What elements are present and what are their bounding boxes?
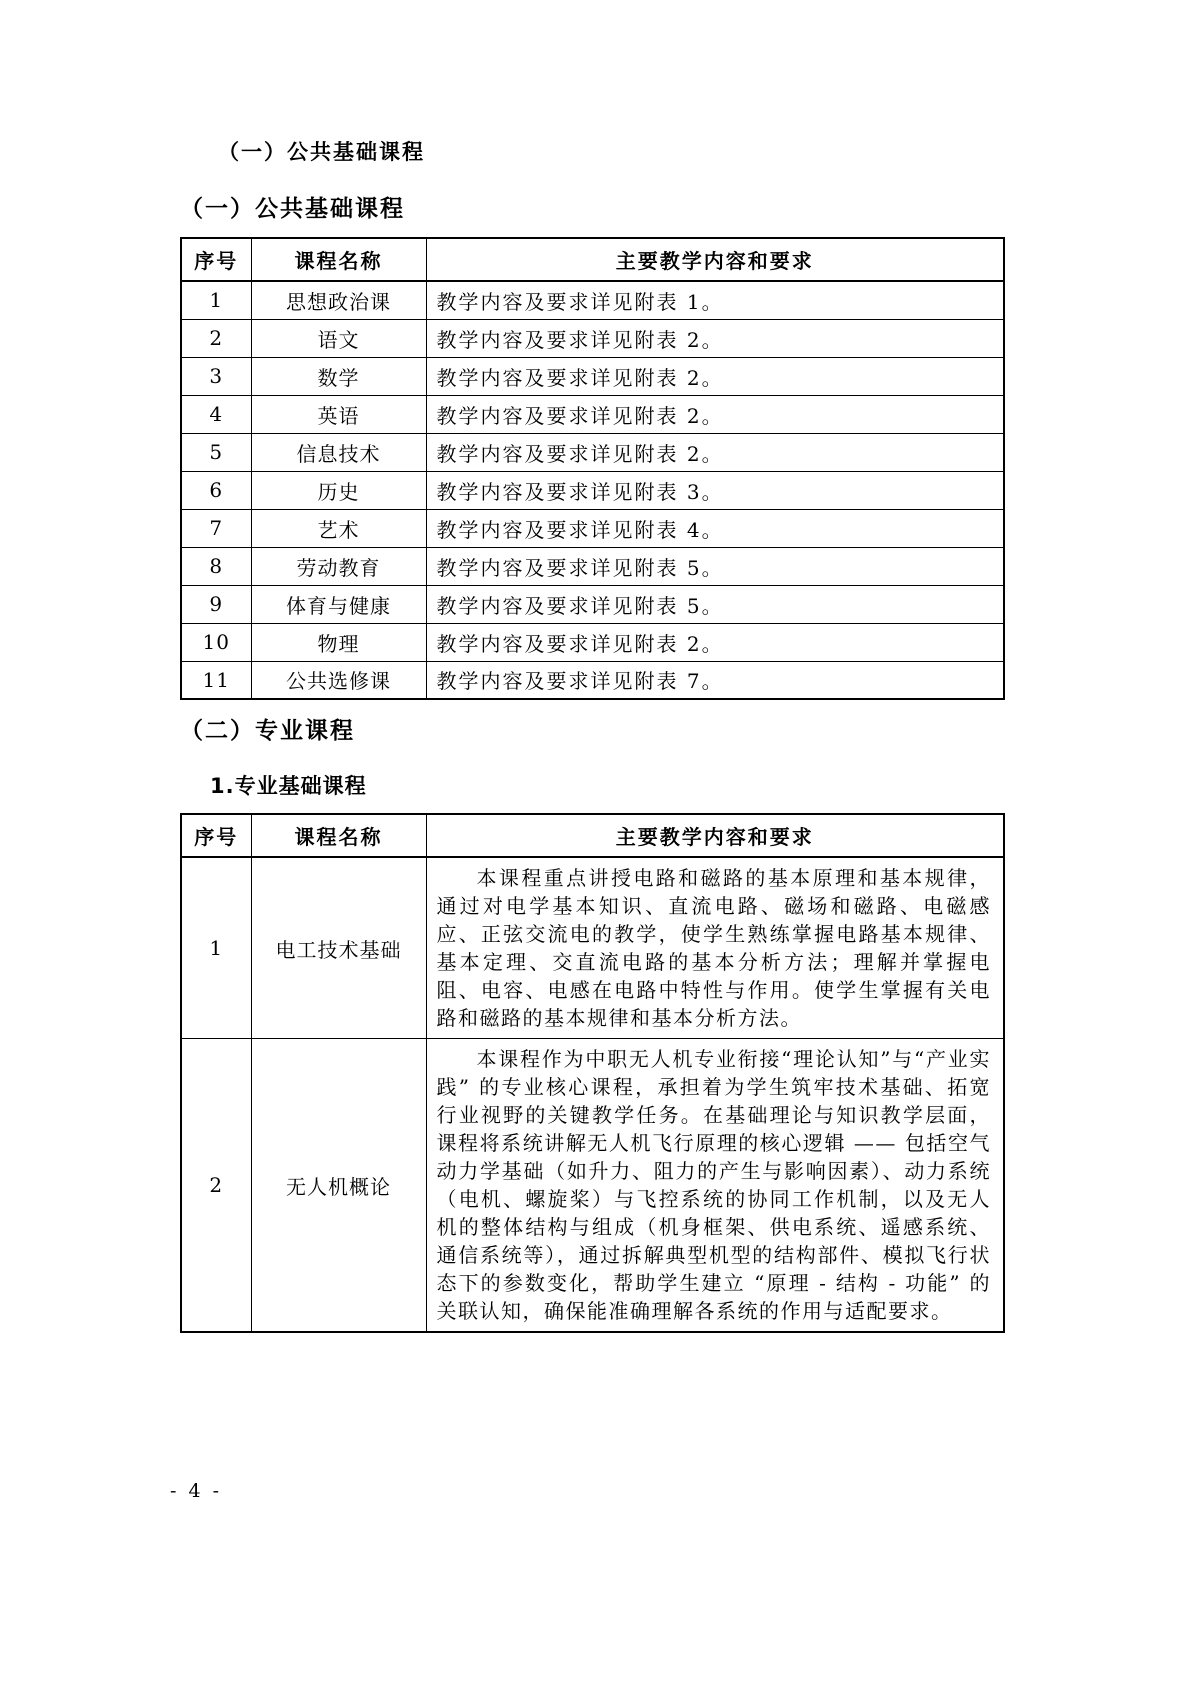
course-name: 无人机概论: [251, 1039, 426, 1333]
course-name: 体育与健康: [251, 585, 426, 623]
professional-basic-courses-table: [180, 813, 1005, 1333]
course-name: 物理: [251, 623, 426, 661]
course-name: 英语: [251, 395, 426, 433]
course-name: 电工技术基础: [251, 857, 426, 1039]
course-name: 艺术: [251, 509, 426, 547]
row-number: 2: [181, 1039, 251, 1333]
table-row: [181, 623, 1004, 661]
table-row: [181, 395, 1004, 433]
course-content: 教学内容及要求详见附表 5。: [426, 547, 1004, 585]
table-header-row: [181, 238, 1004, 281]
table-row: [181, 433, 1004, 471]
public-basic-courses-table: [180, 237, 1005, 700]
course-name: 劳动教育: [251, 547, 426, 585]
header-content: 主要教学内容和要求: [426, 814, 1004, 857]
table-row: [181, 857, 1004, 1039]
row-number: 4: [181, 395, 251, 433]
table-header-row: [181, 814, 1004, 857]
heading-public-basic-courses-small: （一）公共基础课程: [218, 140, 425, 164]
heading-professional-courses: （二）专业课程: [180, 718, 355, 744]
row-number: 10: [181, 623, 251, 661]
course-content: 教学内容及要求详见附表 2。: [426, 623, 1004, 661]
header-no: 序号: [181, 238, 251, 281]
row-number: 1: [181, 281, 251, 319]
course-content: 教学内容及要求详见附表 1。: [426, 281, 1004, 319]
table-row: [181, 509, 1004, 547]
table-row: [181, 547, 1004, 585]
course-content: 教学内容及要求详见附表 2。: [426, 319, 1004, 357]
table-row: [181, 357, 1004, 395]
row-number: 9: [181, 585, 251, 623]
heading-public-basic-courses: （一）公共基础课程: [180, 196, 405, 222]
table-row: [181, 1039, 1004, 1333]
course-name: 数学: [251, 357, 426, 395]
course-content: 教学内容及要求详见附表 2。: [426, 433, 1004, 471]
page-number: - 4 -: [170, 1480, 223, 1502]
course-content: 教学内容及要求详见附表 5。: [426, 585, 1004, 623]
course-content: 教学内容及要求详见附表 4。: [426, 509, 1004, 547]
course-content: 教学内容及要求详见附表 2。: [426, 395, 1004, 433]
course-name: 语文: [251, 319, 426, 357]
table-row: [181, 319, 1004, 357]
row-number: 1: [181, 857, 251, 1039]
course-description-paragraph: 本课程作为中职无人机专业衔接“理论认知”与“产业实践” 的专业核心课程，承担着为学生筑牢技术基础、拓宽行业视野的关键教学任务。在基础理论与知识教学层面，课程将系统讲解无人机飞行原理的核心逻辑 —— 包括空气动力学基础（如升力、阻力的产生与影响因素）、动力系统（电机、螺旋桨）与飞控系统的协同工作机制，以及无人机的整体结构与组成（机身框架、供电系统、遥感系统、通信系统等），通过拆解典型机型的结构部件、模拟飞行状态下的参数变化，帮助学生建立 “原理 - 结构 - 功能” 的关联认知，确保能准确理解各系统的作用与适配要求。: [436, 1047, 991, 1323]
row-number: 6: [181, 471, 251, 509]
table-row: [181, 471, 1004, 509]
document-content: [180, 138, 1003, 1333]
row-number: 8: [181, 547, 251, 585]
course-content: [426, 857, 1004, 1039]
course-content: 教学内容及要求详见附表 2。: [426, 357, 1004, 395]
header-content: 主要教学内容和要求: [426, 238, 1004, 281]
header-course-name: 课程名称: [251, 238, 426, 281]
course-description-paragraph: 本课程重点讲授电路和磁路的基本原理和基本规律，通过对电学基本知识、直流电路、磁场和磁路、电磁感应、正弦交流电的教学，使学生熟练掌握电路基本规律、基本定理、交直流电路的基本分析方法；理解并掌握电阻、电容、电感在电路中特性与作用。使学生掌握有关电路和磁路的基本规律和基本分析方法。: [436, 866, 991, 1030]
heading-professional-basic-courses: 1.专业基础课程: [210, 774, 367, 798]
row-number: 5: [181, 433, 251, 471]
row-number: 11: [181, 661, 251, 699]
course-name: 信息技术: [251, 433, 426, 471]
header-course-name: 课程名称: [251, 814, 426, 857]
course-content: [426, 1039, 1004, 1333]
row-number: 3: [181, 357, 251, 395]
row-number: 2: [181, 319, 251, 357]
course-name: 公共选修课: [251, 661, 426, 699]
course-content: 教学内容及要求详见附表 7。: [426, 661, 1004, 699]
course-name: 历史: [251, 471, 426, 509]
header-no: 序号: [181, 814, 251, 857]
row-number: 7: [181, 509, 251, 547]
course-content: 教学内容及要求详见附表 3。: [426, 471, 1004, 509]
table-row: [181, 585, 1004, 623]
table-row: [181, 281, 1004, 319]
course-name: 思想政治课: [251, 281, 426, 319]
table-row: [181, 661, 1004, 699]
